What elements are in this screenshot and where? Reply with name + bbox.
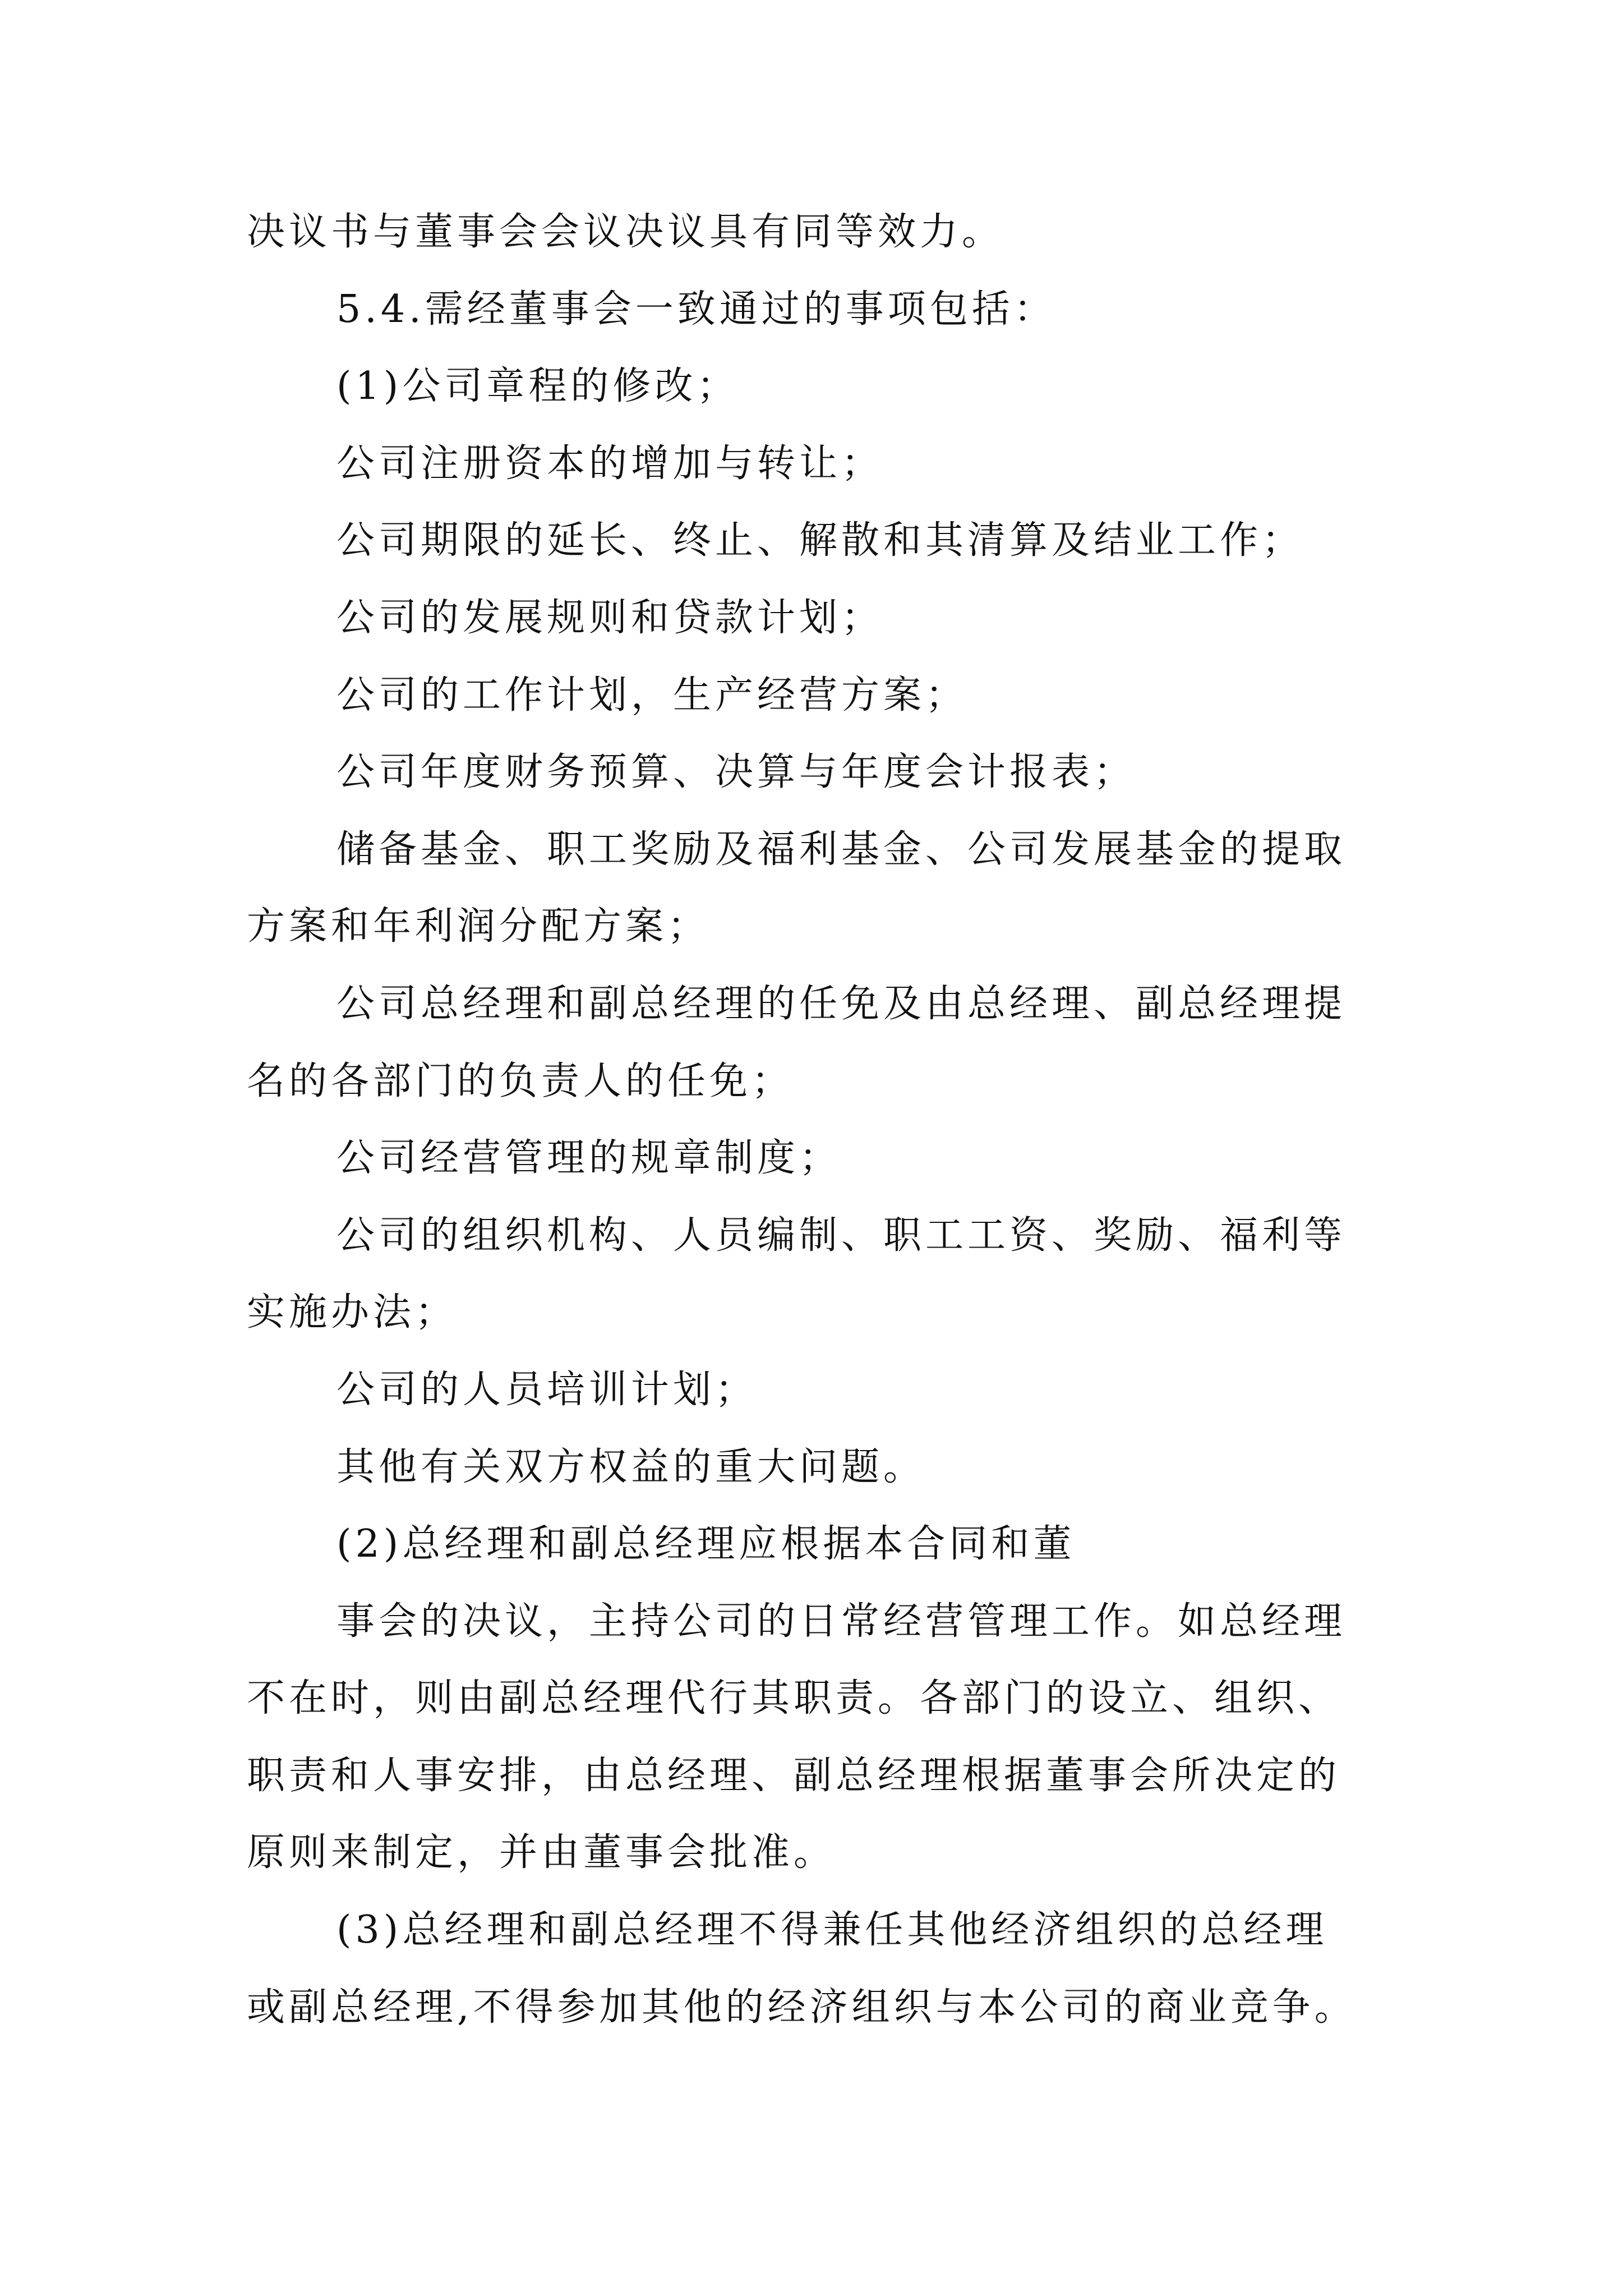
text-line: 公司的人员培训计划；: [336, 1367, 758, 1412]
text-line: 公司总经理和副总经理的任免及由总经理、副总经理提: [336, 981, 1347, 1026]
text-line: (2)总经理和副总经理应根据本合同和董: [336, 1522, 1076, 1567]
text-line: 原则来制定，并由董事会批准。: [247, 1830, 836, 1875]
text-line: 职责和人事安排，由总经理、副总经理根据董事会所决定的: [247, 1753, 1341, 1798]
text-line: 不在时，则由副总经理代行其职责。各部门的设立、组织、: [247, 1676, 1341, 1721]
text-line: 公司的发展规则和贷款计划；: [336, 595, 884, 640]
document-body: [247, 194, 1391, 2046]
text-line: 实施办法；: [247, 1290, 458, 1335]
text-line: 公司的工作计划，生产经营方案；: [336, 673, 968, 717]
text-line: 公司经营管理的规章制度；: [336, 1136, 842, 1181]
text-line: 事会的决议，主持公司的日常经营管理工作。如总经理: [336, 1599, 1347, 1644]
text-line: 公司注册资本的增加与转让；: [336, 441, 884, 486]
text-line: 储备基金、职工奖励及福利基金、公司发展基金的提取: [336, 827, 1347, 872]
text-line: 公司年度财务预算、决算与年度会计报表；: [336, 750, 1136, 795]
text-line: 决议书与董事会会议决议具有同等效力。: [247, 210, 1004, 254]
text-line: 方案和年利润分配方案；: [247, 904, 710, 949]
text-line: 名的各部门的负责人的任免；: [247, 1059, 794, 1103]
text-line: 其他有关双方权益的重大问题。: [336, 1444, 926, 1489]
text-line: 或副总经理,不得参加其他的经济组织与本公司的商业竞争。: [247, 1985, 1357, 2030]
section-heading: 5.4.需经董事会一致通过的事项包括：: [336, 287, 1056, 332]
text-line: (3)总经理和副总经理不得兼任其他经济组织的总经理: [336, 1908, 1328, 1953]
text-line: (1)公司章程的修改；: [336, 364, 739, 409]
text-line: 公司的组织机构、人员编制、职工工资、奖励、福利等: [336, 1213, 1347, 1258]
text-line: 公司期限的延长、终止、解散和其清算及结业工作；: [336, 518, 1304, 563]
